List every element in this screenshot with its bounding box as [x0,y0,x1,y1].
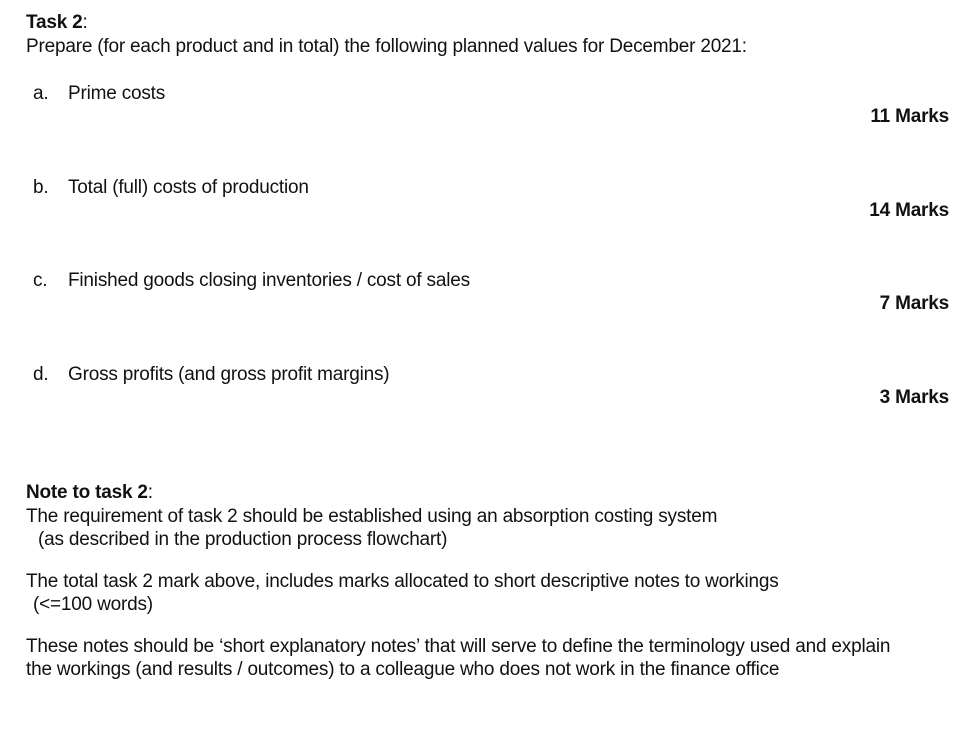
item-c-letter: c. [33,270,48,291]
note-para1-line2: (as described in the production process flowchart) [38,529,448,550]
note-heading [26,482,153,505]
item-c-text: Finished goods closing inventories / cost of sales [68,270,470,291]
item-a-text: Prime costs [68,83,166,104]
note-para2-line1: The total task 2 mark above, includes marks allocated to short descriptive notes to workings [26,571,779,592]
task-instruction: Prepare (for each product and in total) the following planned values for December 2021: [26,36,747,57]
note-para1-line1: The requirement of task 2 should be established using an absorption costing system [26,506,718,527]
task-title: Task 2 [26,12,83,33]
task-heading [26,12,88,35]
item-c-marks: 7 Marks [879,293,949,314]
note-para3-line2: the workings (and results / outcomes) to a colleague who does not work in the finance office [26,659,780,680]
item-d-marks: 3 Marks [879,387,949,408]
item-b-text: Total (full) costs of production [68,177,309,198]
item-d-text: Gross profits (and gross profit margins) [68,364,390,385]
item-a-marks: 11 Marks [870,106,949,127]
item-b-letter: b. [33,177,49,198]
note-para3-line1: These notes should be ‘short explanatory notes’ that will serve to define the terminology used and explain [26,636,891,657]
item-b-marks: 14 Marks [869,200,949,221]
note-title-colon: : [147,482,153,503]
note-para2-line2: (<=100 words) [33,594,153,615]
task-title-colon: : [82,12,88,33]
item-a-letter: a. [33,83,49,104]
item-d-letter: d. [33,364,49,385]
note-title: Note to task 2 [26,482,148,503]
